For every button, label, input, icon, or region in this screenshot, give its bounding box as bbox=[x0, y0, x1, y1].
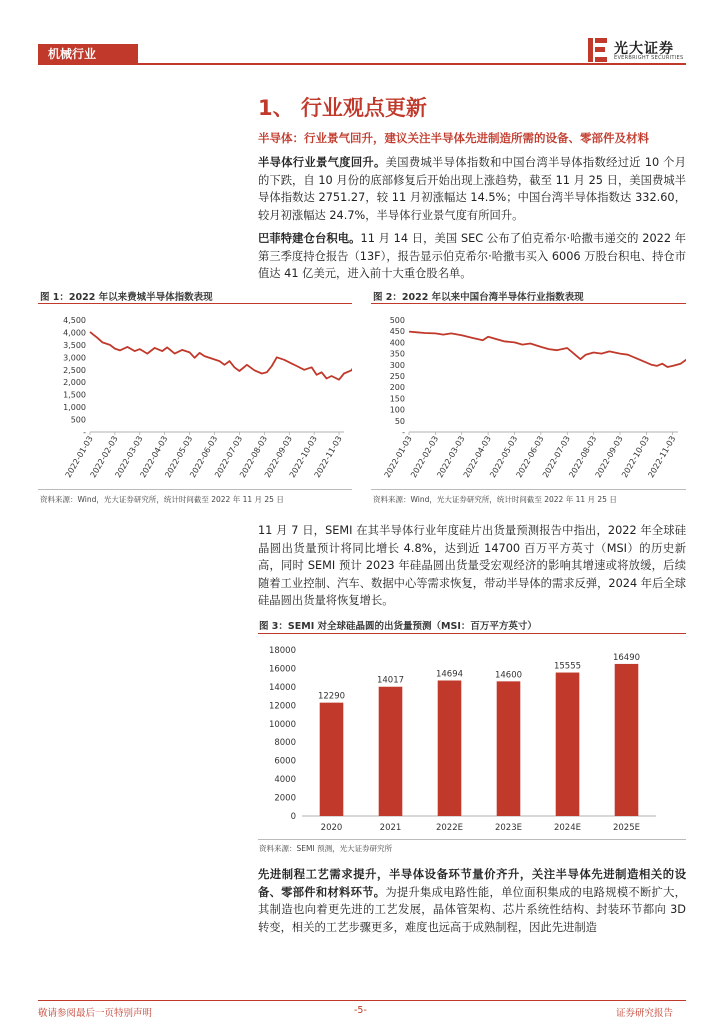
x-tick-label: 2022-04-03 bbox=[138, 434, 170, 480]
figure-3-bottom-rule bbox=[258, 839, 686, 840]
x-tick-label: 2022-10-03 bbox=[287, 434, 319, 480]
everbright-logo-icon bbox=[586, 36, 610, 64]
y-tick-label: 450 bbox=[389, 327, 405, 337]
y-tick-label: 500 bbox=[389, 316, 405, 325]
bar-value-label: 12290 bbox=[317, 691, 346, 702]
figure-1-rule bbox=[38, 303, 352, 304]
bar-value-label: 16490 bbox=[612, 652, 641, 663]
paragraph-1 bbox=[258, 154, 686, 224]
bar bbox=[615, 664, 639, 816]
x-tick-label: 2022-06-03 bbox=[514, 434, 546, 480]
index-series-line bbox=[409, 332, 686, 367]
x-tick-label: 2022-05-03 bbox=[163, 434, 195, 480]
company-logo bbox=[586, 36, 696, 64]
y-tick-label: 4000 bbox=[274, 775, 296, 786]
y-tick-label: 0 bbox=[290, 812, 296, 822]
y-tick-label: 1,000 bbox=[63, 403, 86, 413]
industry-tab: 机械行业 bbox=[38, 44, 138, 64]
y-tick-label: 3,000 bbox=[63, 353, 86, 363]
x-category-label: 2023E bbox=[494, 823, 523, 833]
bar bbox=[497, 681, 521, 816]
y-tick-label: 2000 bbox=[274, 793, 296, 804]
section-subheading: 半导体：行业景气回升，建议关注半导体先进制造所需的设备、零部件及材料 bbox=[258, 131, 649, 145]
x-category-label: 2024E bbox=[553, 823, 582, 833]
y-tick-label: 4,500 bbox=[63, 316, 86, 325]
y-tick-label: 2,000 bbox=[63, 378, 86, 388]
bar-value-label: 15555 bbox=[553, 661, 582, 672]
paragraph-1-lead: 半导体行业景气度回升。 bbox=[258, 156, 386, 169]
figure-2-title: 图 2：2022 年以来中国台湾半导体行业指数表现 bbox=[373, 292, 584, 303]
x-tick-label: 2022-07-03 bbox=[213, 434, 245, 480]
paragraph-4-lead: 先进制程工艺需求提升，半导体设备环节量价齐升，关注半导体先进制造相关的设备、零部件和材料环节。 bbox=[258, 868, 686, 899]
x-tick-label: 2022-05-03 bbox=[488, 434, 520, 480]
y-tick-label: - bbox=[83, 428, 86, 437]
index-series-line bbox=[90, 332, 352, 380]
y-tick-label: 14000 bbox=[268, 682, 296, 693]
figure-2-source: 资料来源：Wind，光大证券研究所，统计时间截至 2022 年 11 月 25 日 bbox=[373, 495, 617, 504]
y-tick-label: 300 bbox=[389, 360, 405, 370]
x-tick-label: 2022-02-03 bbox=[88, 434, 120, 480]
x-category-label: 2021 bbox=[379, 823, 402, 833]
y-tick-label: - bbox=[402, 428, 405, 437]
x-tick-label: 2022-07-03 bbox=[540, 434, 572, 480]
x-tick-label: 2022-08-03 bbox=[567, 434, 599, 480]
figure-2-bottom-rule bbox=[371, 489, 686, 490]
footer-report-type: 证券研究报告 bbox=[616, 1008, 674, 1019]
x-tick-label: 2022-11-03 bbox=[312, 434, 344, 480]
y-tick-label: 2,500 bbox=[63, 365, 86, 375]
x-tick-label: 2022-03-03 bbox=[435, 434, 467, 480]
x-tick-label: 2022-01-03 bbox=[63, 434, 95, 480]
y-tick-label: 18000 bbox=[268, 646, 296, 656]
y-tick-label: 10000 bbox=[268, 719, 296, 730]
paragraph-2-lead: 巴菲特建仓台积电。 bbox=[258, 232, 361, 245]
x-tick-label: 2022-04-03 bbox=[461, 434, 493, 480]
bar-value-label: 14017 bbox=[376, 675, 405, 686]
footer-divider bbox=[38, 1000, 686, 1001]
footer-disclaimer: 敬请参阅最后一页特别声明 bbox=[38, 1008, 153, 1019]
y-tick-label: 350 bbox=[389, 349, 405, 359]
x-tick-label: 2022-11-03 bbox=[646, 434, 678, 480]
x-tick-label: 2022-01-03 bbox=[382, 434, 414, 480]
bar-value-label: 14694 bbox=[435, 669, 464, 680]
bar bbox=[379, 687, 403, 816]
paragraph-4 bbox=[258, 866, 686, 936]
figure-3-source: 资料来源：SEMI 预测，光大证券研究所 bbox=[259, 844, 393, 853]
x-tick-label: 2022-08-03 bbox=[238, 434, 270, 480]
y-tick-label: 250 bbox=[389, 372, 405, 381]
paragraph-1-body: 美国费城半导体指数和中国台湾半导体指数经过近 10 个月的下跌，自 10 月份的底部修复后开始出现上涨趋势，截至 11 月 25 日，美国费城半导体指数达 2751.27，较 11 月初涨幅达 14.5%；中国台湾半导体指数达 332.60，较月初涨幅达 24.7%，半导体行业景气度有所回升。 bbox=[258, 156, 686, 222]
figure-2-rule bbox=[371, 303, 686, 304]
x-category-label: 2022E bbox=[435, 823, 464, 833]
y-tick-label: 100 bbox=[389, 405, 405, 415]
y-tick-label: 400 bbox=[389, 338, 405, 348]
figure-1-chart bbox=[38, 308, 352, 488]
paragraph-2 bbox=[258, 230, 686, 283]
bar bbox=[438, 680, 462, 816]
x-tick-label: 2022-09-03 bbox=[262, 434, 294, 480]
x-tick-label: 2022-03-03 bbox=[113, 434, 145, 480]
figure-3-title: 图 3：SEMI 对全球硅晶圆的出货量预测（MSI：百万平方英寸） bbox=[259, 621, 537, 632]
paragraph-4-body: 为提升集成电路性能，单位面积集成的电路规模不断扩大，其制造也向着更先进的工艺发展，晶体管架构、芯片系统性结构、封装环节都向 3D 转变，相关的工艺步骤更多，难度也远高于成熟制程，因此先进制造 bbox=[258, 885, 686, 934]
y-tick-label: 200 bbox=[389, 383, 405, 393]
x-tick-label: 2022-06-03 bbox=[188, 434, 220, 480]
paragraph-3: 11 月 7 日，SEMI 在其半导体行业年度硅片出货量预测报告中指出，2022 年全球硅晶圆出货量预计将同比增长 4.8%，达到近 14700 百万平方英寸（MSI）的历史新高，同时 SEMI 预计 2023 年硅晶圆出货量受宏观经济的影响其增速或将放缓，后续随着工业控制、汽车、数据中心等需求恢复，带动半导体的需求反弹，2024 年后全球硅晶圆出货量将恢复增长。 bbox=[258, 524, 686, 607]
x-tick-label: 2022-02-03 bbox=[409, 434, 441, 480]
y-tick-label: 4,000 bbox=[63, 328, 86, 338]
x-tick-label: 2022-09-03 bbox=[593, 434, 625, 480]
figure-1-bottom-rule bbox=[38, 489, 352, 490]
y-tick-label: 16000 bbox=[268, 664, 296, 675]
y-tick-label: 3,500 bbox=[63, 340, 86, 350]
y-tick-label: 500 bbox=[70, 415, 86, 425]
y-tick-label: 150 bbox=[389, 394, 405, 404]
paragraph-2-body: 11 月 14 日，美国 SEC 公布了伯克希尔·哈撒韦递交的 2022 年第三季度持仓报告（13F），报告显示伯克希尔·哈撒韦买入 6006 万股台积电、持仓市值达 41 亿美元，进入前十大重仓股名单。 bbox=[258, 232, 686, 280]
bar bbox=[320, 703, 344, 816]
x-category-label: 2020 bbox=[320, 823, 343, 833]
bar bbox=[556, 673, 580, 816]
figure-1-title: 图 1：2022 年以来费城半导体指数表现 bbox=[40, 292, 213, 303]
figure-3-chart bbox=[258, 638, 686, 838]
logo-name-cn: 光大证券 bbox=[614, 41, 674, 57]
y-tick-label: 6000 bbox=[274, 756, 296, 767]
bar-value-label: 14600 bbox=[494, 670, 523, 681]
section-title: 1、 行业观点更新 bbox=[258, 96, 427, 120]
x-tick-label: 2022-10-03 bbox=[620, 434, 652, 480]
x-category-label: 2025E bbox=[612, 823, 641, 833]
y-tick-label: 1,500 bbox=[63, 390, 86, 400]
y-tick-label: 50 bbox=[394, 416, 405, 426]
figure-2-chart bbox=[371, 308, 686, 488]
figure-1-source: 资料来源：Wind，光大证券研究所，统计时间截至 2022 年 11 月 25 日 bbox=[40, 495, 284, 504]
page-number: -5- bbox=[354, 1005, 367, 1016]
logo-name-en: EVERBRIGHT SECURITIES bbox=[614, 55, 684, 61]
figure-3-rule bbox=[258, 633, 686, 634]
y-tick-label: 8000 bbox=[274, 738, 296, 749]
y-tick-label: 12000 bbox=[268, 701, 296, 712]
